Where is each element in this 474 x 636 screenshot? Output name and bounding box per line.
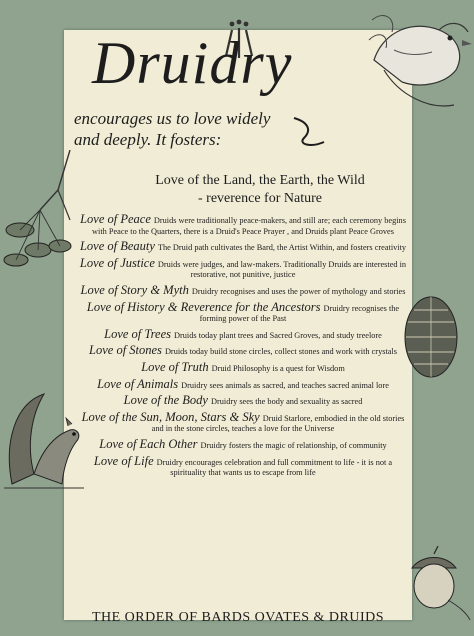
- squirrel-illustration: [4, 384, 84, 494]
- list-item: [78, 214, 408, 237]
- love-text: Druids were judges, and law-makers. Traditionally Druids are interested in restorative, not punitive, justice: [157, 259, 407, 280]
- tagline-line-2: - reverence for Nature: [198, 191, 322, 206]
- love-heading: Love of Animals: [97, 376, 179, 391]
- love-text: Druids today build stone circles, collect stones and work with crystals: [164, 347, 397, 357]
- love-heading: Love of Beauty: [79, 239, 155, 254]
- intro-line-1: encourages us to love widely: [74, 109, 271, 128]
- love-text: Druids were traditionally peace-makers, and still are; each ceremony begins with Peace to the Quarters, there is a Druid's Peace Prayer , and Druids plant Peace Groves: [92, 216, 406, 236]
- list-item: [78, 299, 408, 325]
- list-item: [78, 436, 408, 452]
- love-heading: Love of Stones: [89, 343, 162, 358]
- love-text: Druids today plant trees and Sacred Groves, and study treelore: [174, 330, 382, 340]
- list-item: [78, 345, 408, 358]
- list-item: [78, 282, 408, 298]
- list-item: [78, 395, 408, 408]
- list-item: [78, 326, 408, 342]
- love-heading: Love of Story & Myth: [80, 282, 189, 297]
- love-text: Druid Philosophy is a quest for Wisdom: [211, 363, 345, 373]
- love-heading: Love of the Body: [123, 393, 208, 408]
- love-heading: Love of Peace: [80, 212, 151, 226]
- love-text: Druidry recognises and uses the power of mythology and stories: [191, 286, 406, 296]
- seeds-illustration: [0, 150, 80, 290]
- tagline-line-1: Love of the Land, the Earth, the Wild: [155, 173, 365, 188]
- love-heading: Love of Each Other: [99, 436, 198, 451]
- love-text: Druid Starlore, embodied in the old stories and in the stone circles, teaches a love for the Universe: [151, 413, 405, 434]
- love-heading: Love of the Sun, Moon, Stars & Sky: [81, 409, 260, 424]
- tagline: [140, 172, 380, 208]
- list-item: [78, 453, 408, 479]
- list-item: [78, 255, 408, 281]
- love-heading: Love of Life: [93, 453, 154, 468]
- list-item: [78, 241, 408, 254]
- love-heading: Love of Trees: [104, 326, 172, 341]
- love-text: Druidry recognises the forming power of the Past: [199, 303, 400, 324]
- love-heading: Love of Truth: [141, 359, 209, 374]
- love-text: The Druid path cultivates the Bard, the Artist Within, and fosters creativity: [157, 243, 407, 253]
- love-text: Druidry encourages celebration and full commitment to life - it is not a spirituality that wants us to escape from life: [156, 457, 393, 478]
- love-text: Druidry sees animals as sacred, and teaches sacred animal lore: [181, 380, 389, 390]
- list-item: [78, 409, 408, 435]
- page-title: Druidry: [92, 30, 293, 96]
- intro-line-2: and deeply. It fosters:: [74, 130, 222, 149]
- intro-text: [74, 108, 334, 150]
- footer-title: THE ORDER OF BARDS OVATES & DRUIDS: [91, 610, 385, 625]
- love-text: Druidry fosters the magic of relationship, of community: [200, 440, 387, 450]
- love-text: Druidry sees the body and sexuality as sacred: [210, 397, 363, 407]
- acorn-illustration: [404, 546, 474, 626]
- love-heading: Love of Justice: [79, 255, 155, 270]
- list-item: [78, 359, 408, 375]
- loves-list: [78, 214, 408, 483]
- list-item: [78, 376, 408, 392]
- love-heading: Love of History & Reverence for the Ancestors: [86, 299, 321, 314]
